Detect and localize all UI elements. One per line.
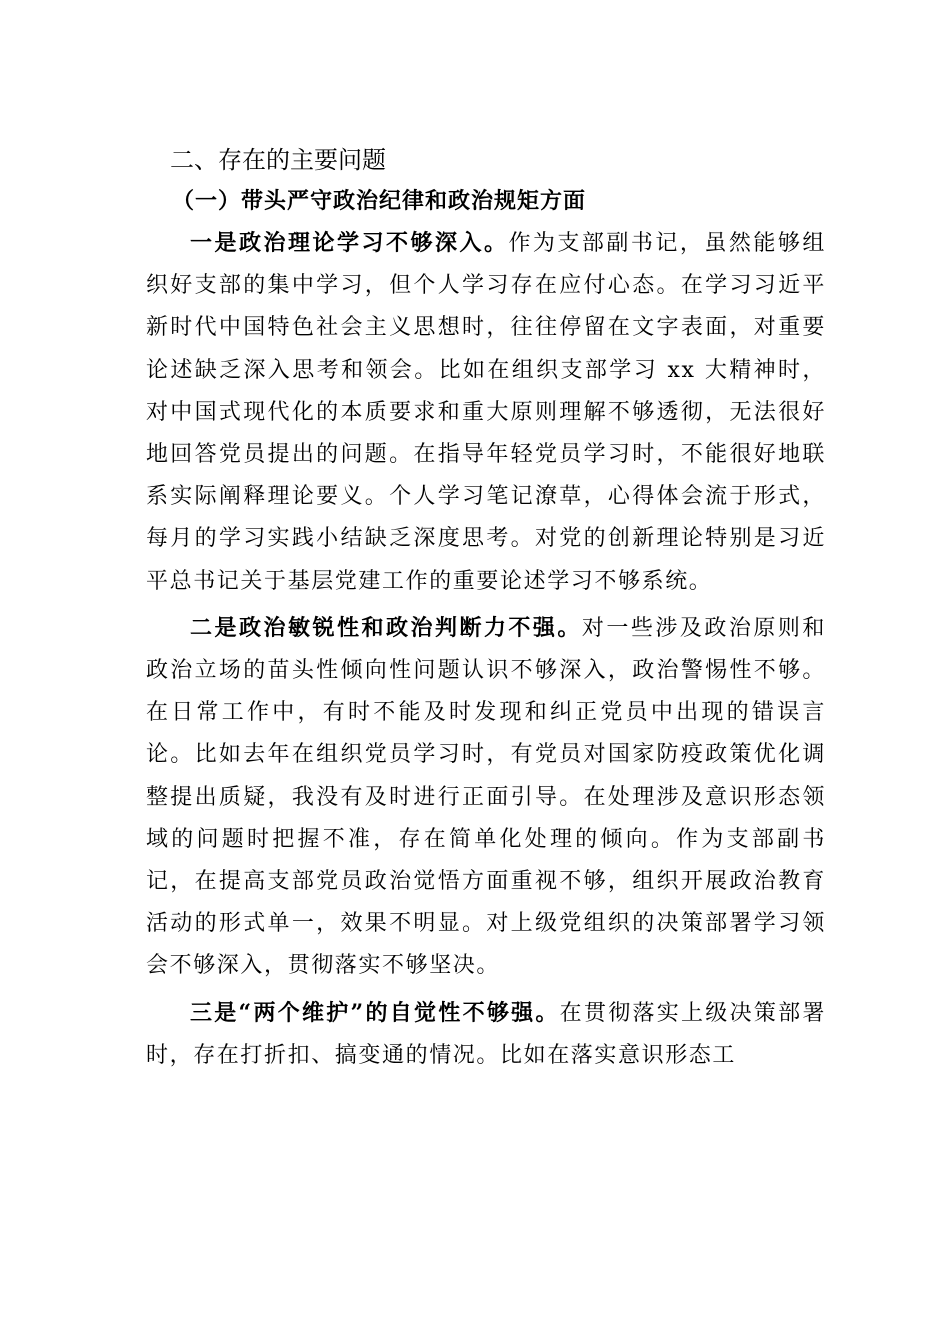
section-title: 二、存在的主要问题	[170, 146, 386, 174]
paragraph-3-body: 在贯彻落实上级决策部署时，存在打折扣、搞变通的情况。比如在落实意识形态工	[146, 1000, 826, 1068]
paragraph-3-lead: 三是“两个维护”的自觉性不够强。	[190, 999, 560, 1026]
paragraph-1-lead: 一是政治理论学习不够深入。	[190, 230, 509, 256]
subsection-title: （一）带头严守政治纪律和政治规矩方面	[172, 188, 587, 214]
paragraph-2-body: 对一些涉及政治原则和政治立场的苗头性倾向性问题认识不够深入，政治警惕性不够。在日常工作中，有时不能及时发现和纠正党员中出现的错误言论。比如去年在组织党员学习时，有党员对国家防疫政策优化调整提出质疑，我没有及时进行正面引导。在处理涉及意识形态领域的问题时把握不准，存在简单化处理的倾向。作为支部副书记，在提高支部党员政治觉悟方面重视不够，组织开展政治教育活动的形式单一，效果不明显。对上级党组织的决策部署学习领会不够深入，贯彻落实不够坚决。	[146, 615, 826, 979]
document-body	[146, 140, 826, 1081]
paragraph-2	[146, 607, 826, 988]
paragraph-2-lead: 二是政治敏锐性和政治判断力不强。	[190, 614, 582, 641]
paragraph-1	[146, 222, 826, 603]
paragraph-3	[146, 992, 826, 1077]
paragraph-1-body: 作为支部副书记，虽然能够组织好支部的集中学习，但个人学习存在应付心态。在学习习近平新时代中国特色社会主义思想时，往往停留在文字表面，对重要论述缺乏深入思考和领会。比如在组织支部学习 xx 大精神时，对中国式现代化的本质要求和重大原则理解不够透彻，无法很好地回答党员提出的问题。在指导年轻党员学习时，不能很好地联系实际阐释理论要义。个人学习笔记潦草，心得体会流于形式，每月的学习实践小结缺乏深度思考。对党的创新理论特别是习近平总书记关于基层党建工作的重要论述学习不够系统。	[146, 231, 826, 594]
